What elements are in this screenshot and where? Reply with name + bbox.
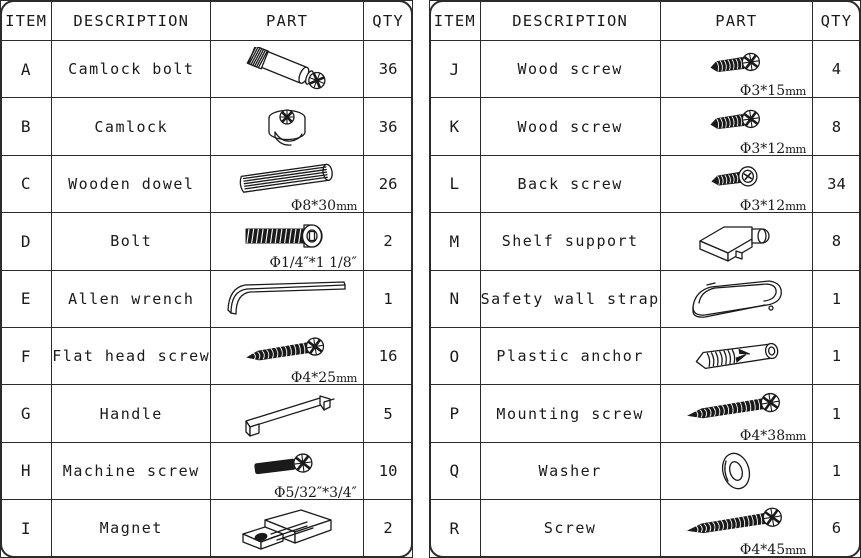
cell-item: Q [430, 442, 481, 499]
cell-qty: 2 [363, 500, 412, 557]
header-item: ITEM [430, 1, 481, 41]
cell-qty: 16 [363, 327, 412, 384]
cell-item: H [1, 442, 52, 499]
magnet-icon [231, 504, 343, 552]
cell-qty: 1 [812, 442, 860, 499]
plastic-anchor-icon [680, 340, 792, 372]
handle-icon [228, 391, 346, 437]
table-row [1, 270, 413, 327]
cell-item: M [430, 213, 481, 270]
cell-description: Flat head screw [52, 327, 211, 384]
table-row [430, 41, 861, 98]
part-dimension-label: Φ3*12mm [739, 140, 806, 157]
part-dimension-label: Φ3*12mm [739, 197, 806, 214]
cell-qty: 26 [363, 155, 412, 212]
cell-description: Machine screw [52, 442, 211, 499]
header-part: PART [211, 1, 364, 41]
part-dimension-label: Φ3*15mm [739, 83, 806, 100]
table-row [430, 213, 861, 270]
cell-item: L [430, 155, 481, 212]
cell-qty: 1 [812, 327, 860, 384]
cell-description: Screw [480, 500, 660, 557]
cell-qty: 4 [812, 41, 860, 98]
cell-qty: 8 [812, 213, 860, 270]
cell-description: Bolt [52, 213, 211, 270]
part-dimension-label: Φ4*45mm [739, 542, 806, 558]
cell-item: G [1, 385, 52, 442]
cell-qty: 1 [363, 270, 412, 327]
shelf-support-icon [690, 219, 782, 263]
cell-description: Allen wrench [52, 270, 211, 327]
cell-qty: 2 [363, 213, 412, 270]
cell-part [211, 155, 364, 212]
cell-qty: 36 [363, 41, 412, 98]
cell-qty: 1 [812, 385, 860, 442]
cell-part [211, 500, 364, 557]
cell-part [660, 270, 812, 327]
table-row [1, 213, 413, 270]
cell-item: J [430, 41, 481, 98]
cell-item: O [430, 327, 481, 384]
part-dimension-label: Φ1/4″*1 1/8″ [269, 255, 357, 272]
cell-part [211, 213, 364, 270]
cell-qty: 1 [812, 270, 860, 327]
cell-item: D [1, 213, 52, 270]
cell-description: Wooden dowel [52, 155, 211, 212]
header-qty: QTY [363, 1, 412, 41]
cell-description: Shelf support [480, 213, 660, 270]
table-row [1, 41, 413, 98]
cell-part [211, 41, 364, 98]
cell-description: Magnet [52, 500, 211, 557]
cell-qty: 8 [812, 98, 860, 155]
cell-description: Mounting screw [480, 385, 660, 442]
table-row [1, 442, 413, 499]
cell-part [660, 41, 812, 98]
part-dimension-label: Φ5/32″*3/4″ [273, 484, 357, 501]
cell-description: Washer [480, 442, 660, 499]
washer-icon [712, 449, 760, 493]
parts-table-left-wrap [0, 0, 413, 548]
table-row [430, 155, 861, 212]
cell-part [660, 442, 812, 499]
cell-qty: 5 [363, 385, 412, 442]
table-row [1, 500, 413, 557]
cell-description: Safety wall strap [480, 270, 660, 327]
cell-part [211, 385, 364, 442]
cell-part [660, 327, 812, 384]
cell-item: F [1, 327, 52, 384]
cell-item: C [1, 155, 52, 212]
table-gap [413, 0, 429, 548]
cell-description: Back screw [480, 155, 660, 212]
cell-description: Wood screw [480, 41, 660, 98]
cell-part [211, 270, 364, 327]
parts-table-right-wrap [429, 0, 861, 558]
cell-item: I [1, 500, 52, 557]
cell-qty: 36 [363, 98, 412, 155]
cell-qty: 34 [812, 155, 860, 212]
cell-description: Wood screw [480, 98, 660, 155]
cell-part [211, 442, 364, 499]
cell-description: Camlock bolt [52, 41, 211, 98]
table-row [1, 98, 413, 155]
part-dimension-label: Φ4*25mm [290, 370, 357, 387]
table-row [430, 327, 861, 384]
parts-table-right [429, 0, 861, 558]
cell-qty: 6 [812, 500, 860, 557]
camlock-icon [256, 104, 318, 150]
cell-description: Camlock [52, 98, 211, 155]
table-row [430, 98, 861, 155]
cell-part [211, 327, 364, 387]
wall-strap-icon [677, 277, 795, 321]
allen-wrench-icon [219, 279, 355, 319]
cell-description: Plastic anchor [480, 327, 660, 384]
cell-part [660, 213, 812, 270]
cell-item: A [1, 41, 52, 98]
cell-part [660, 385, 812, 442]
header-item: ITEM [1, 1, 52, 41]
table-row [430, 270, 861, 327]
table-header-row [1, 1, 413, 41]
cell-item: N [430, 270, 481, 327]
cell-qty: 10 [363, 442, 412, 499]
cell-item: P [430, 385, 481, 442]
cell-item: K [430, 98, 481, 155]
header-qty: QTY [812, 1, 860, 41]
part-dimension-label: Φ4*38mm [739, 427, 806, 444]
camlock-bolt-icon [227, 47, 347, 91]
cell-item: R [430, 500, 481, 557]
table-row [430, 500, 861, 557]
header-part: PART [660, 1, 812, 41]
table-row [430, 442, 861, 499]
cell-part [660, 500, 812, 557]
cell-description: Handle [52, 385, 211, 442]
table-row [1, 327, 413, 384]
cell-part [211, 98, 364, 155]
table-row [1, 385, 413, 442]
parts-table-left [0, 0, 413, 558]
table-row [1, 155, 413, 212]
header-description: DESCRIPTION [480, 1, 660, 41]
table-header-row [430, 1, 861, 41]
cell-part [660, 155, 812, 212]
cell-item: B [1, 98, 52, 155]
part-dimension-label: Φ8*30mm [290, 197, 357, 214]
header-description: DESCRIPTION [52, 1, 211, 41]
cell-part [660, 98, 812, 155]
cell-item: E [1, 270, 52, 327]
table-row [430, 385, 861, 442]
